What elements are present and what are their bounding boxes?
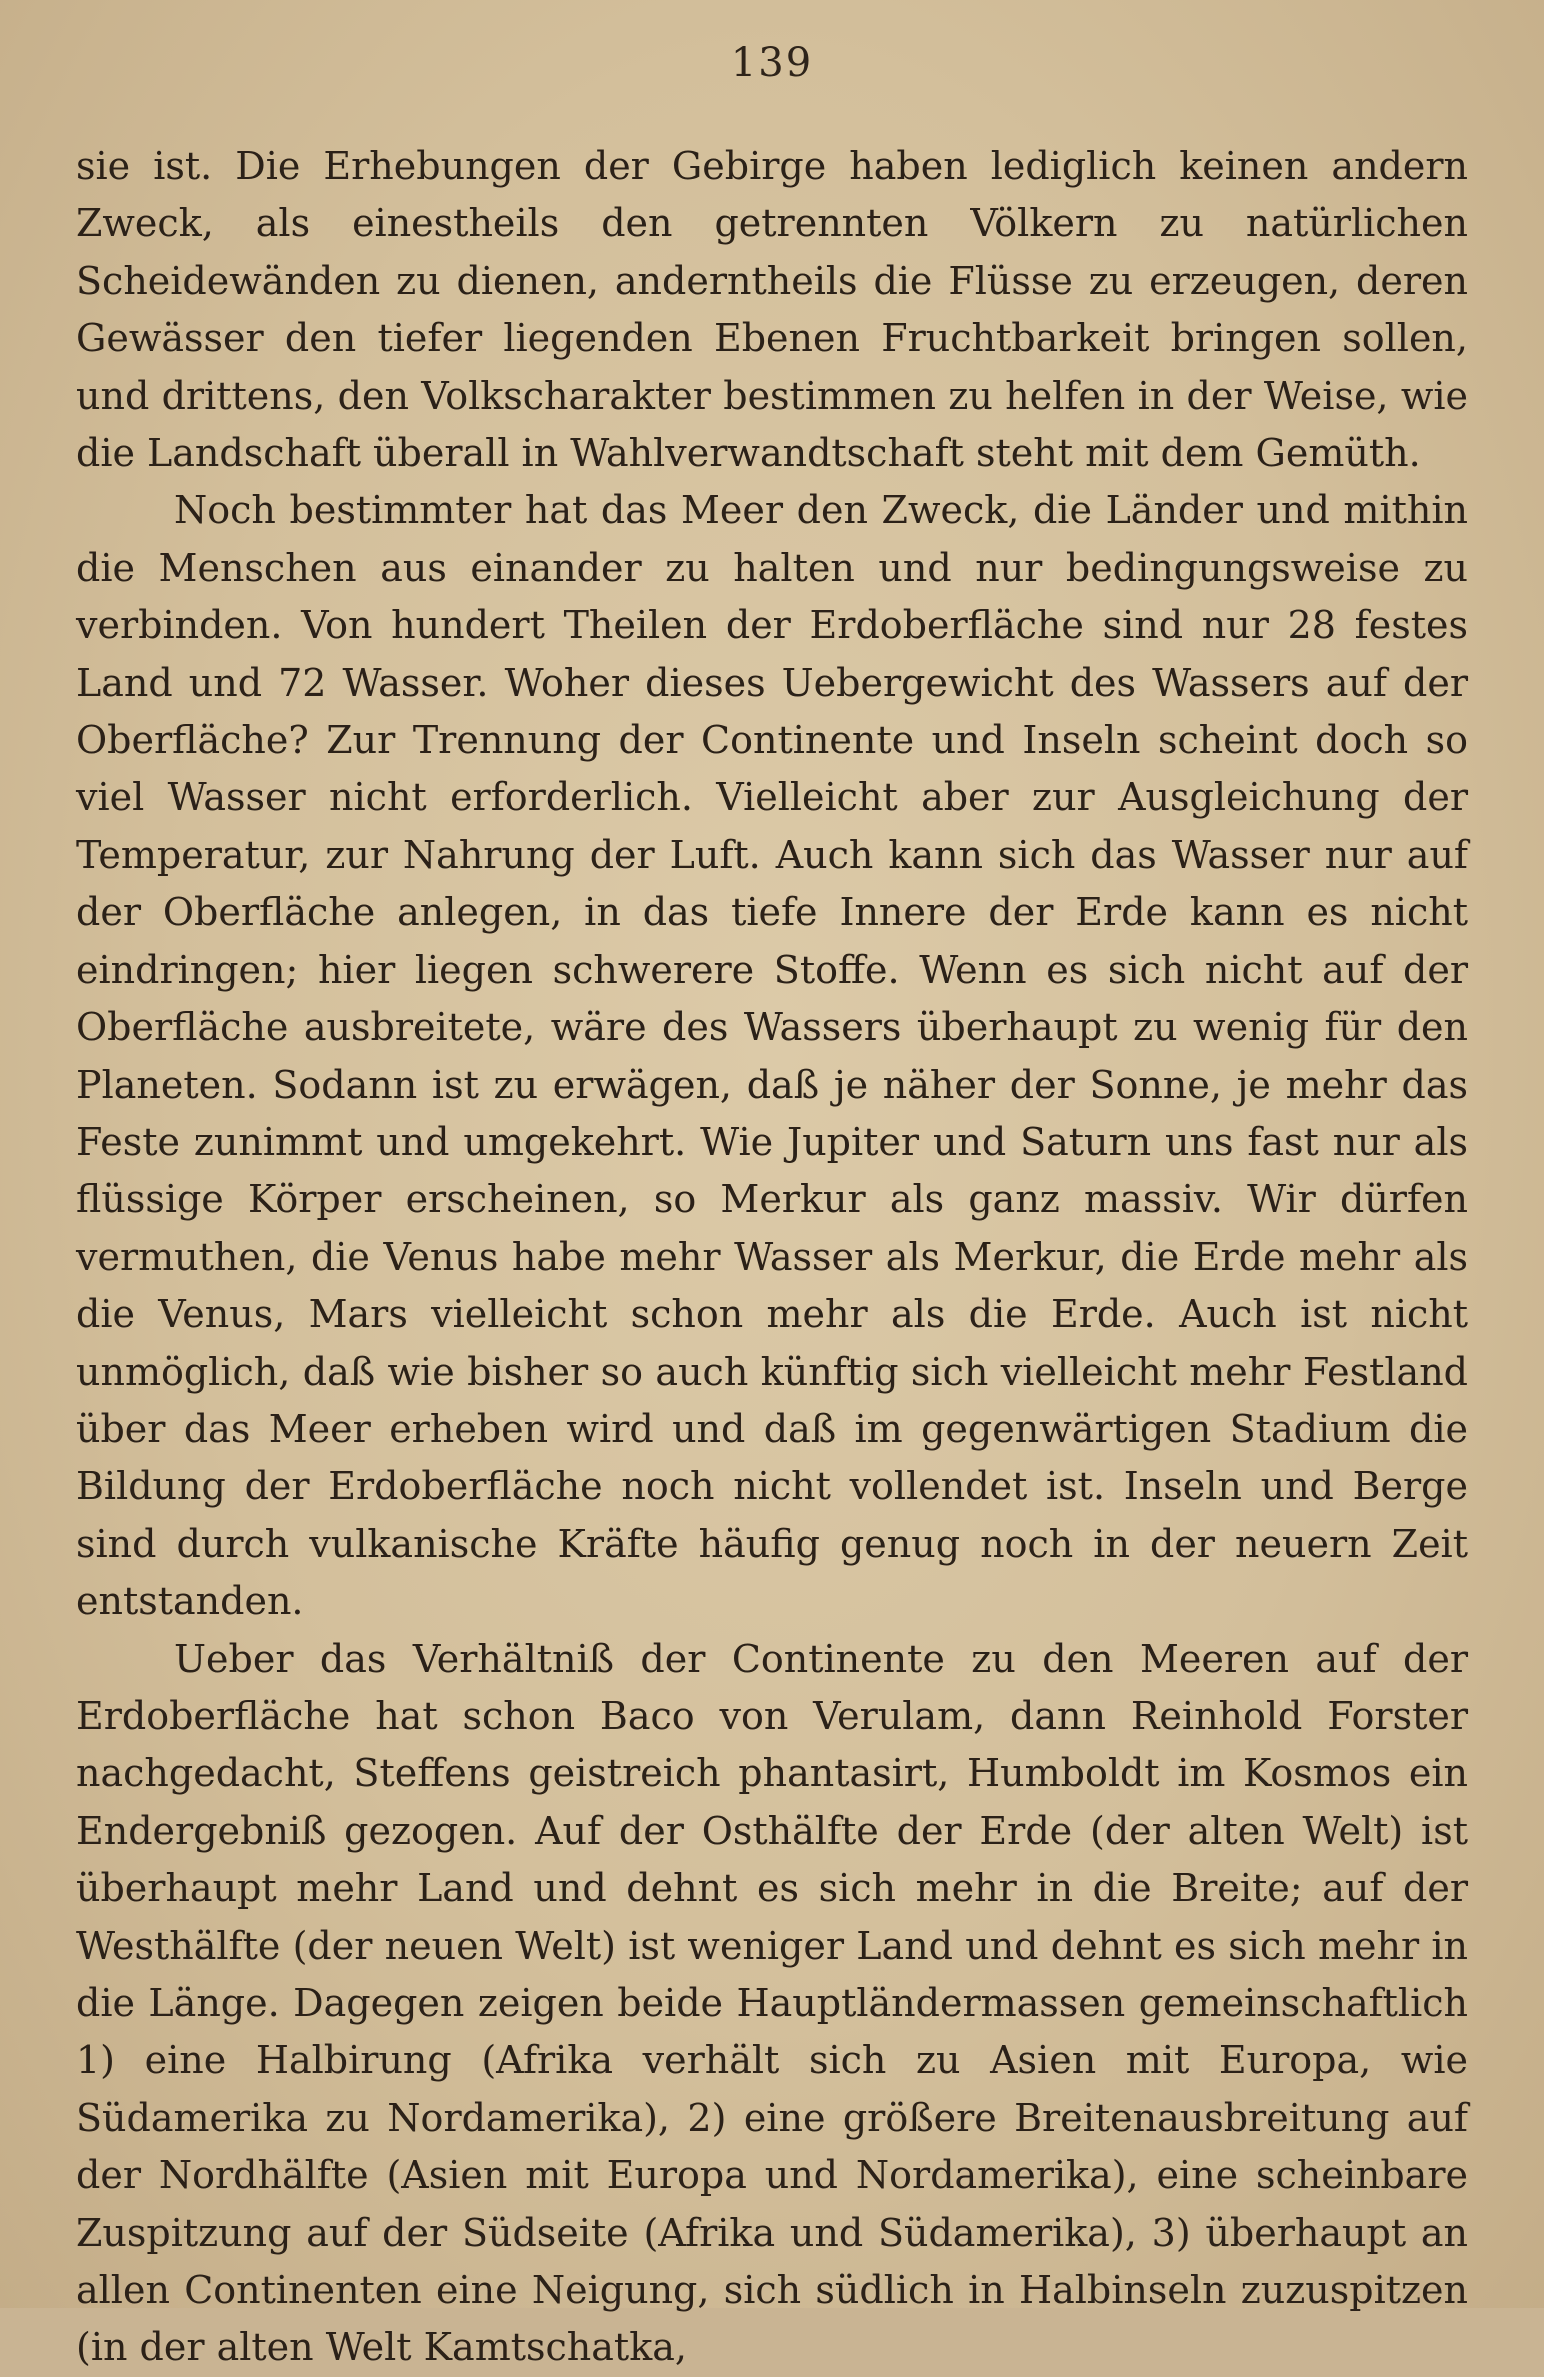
page-number: 139: [730, 40, 814, 86]
paragraph-continued: sie ist. Die Erhebungen der Gebirge haben lediglich keinen andern Zweck, als einestheils den getrennten Völkern zu natürlichen Scheidewänden zu dienen, anderntheils die Flüsse zu erzeugen, deren Gewässer den tiefer liegenden Ebenen Fruchtbarkeit bringen sollen, und drittens, den Volkscharakter bestimmen zu helfen in der Weise, wie die Landschaft überall in Wahlverwandtschaft steht mit dem Gemüth.: [76, 144, 1468, 476]
body-text: [76, 138, 1468, 2377]
paragraph-sea: Noch bestimmter hat das Meer den Zweck, die Länder und mithin die Menschen aus einander zu halten und nur bedingungsweise zu verbinden. Von hundert Theilen der Erdoberfläche sind nur 28 festes Land und 72 Wasser. Woher dieses Uebergewicht des Wassers auf der Oberfläche? Zur Trennung der Continente und Inseln scheint doch so viel Wasser nicht erforderlich. Vielleicht aber zur Ausgleichung der Temperatur, zur Nahrung der Luft. Auch kann sich das Wasser nur auf der Oberfläche anlegen, in das tiefe Innere der Erde kann es nicht eindringen; hier liegen schwerere Stoffe. Wenn es sich nicht auf der Oberfläche ausbreitete, wäre des Wassers überhaupt zu wenig für den Planeten. Sodann ist zu erwägen, daß je näher der Sonne, je mehr das Feste zunimmt und umgekehrt. Wie Jupiter und Saturn uns fast nur als flüssige Körper erscheinen, so Merkur als ganz massiv. Wir dürfen vermuthen, die Venus habe mehr Wasser als Merkur, die Erde mehr als die Venus, Mars vielleicht schon mehr als die Erde. Auch ist nicht unmöglich, daß wie bisher so auch künftig sich vielleicht mehr Festland über das Meer erheben wird und daß im gegenwärtigen Stadium die Bildung der Erdoberfläche noch nicht vollendet ist. Inseln und Berge sind durch vulkanische Kräfte häufig genug noch in der neuern Zeit entstanden.: [76, 488, 1468, 1624]
paragraph-continents: Ueber das Verhältniß der Continente zu den Meeren auf der Erdoberfläche hat schon Baco von Verulam, dann Reinhold Forster nachgedacht, Steffens geistreich phantasirt, Humboldt im Kosmos ein Endergebniß gezogen. Auf der Osthälfte der Erde (der alten Welt) ist überhaupt mehr Land und dehnt es sich mehr in die Breite; auf der Westhälfte (der neuen Welt) ist weniger Land und dehnt es sich mehr in die Länge. Dagegen zeigen beide Hauptländermassen gemeinschaftlich 1) eine Halbirung (Afrika verhält sich zu Asien mit Europa, wie Südamerika zu Nordamerika), 2) eine größere Breitenausbreitung auf der Nordhälfte (Asien mit Europa und Nordamerika), eine scheinbare Zuspitzung auf der Südseite (Afrika und Südamerika), 3) überhaupt an allen Continenten eine Neigung, sich südlich in Halbinseln zuzuspitzen (in der alten Welt Kamtschatka,: [76, 1636, 1468, 2370]
